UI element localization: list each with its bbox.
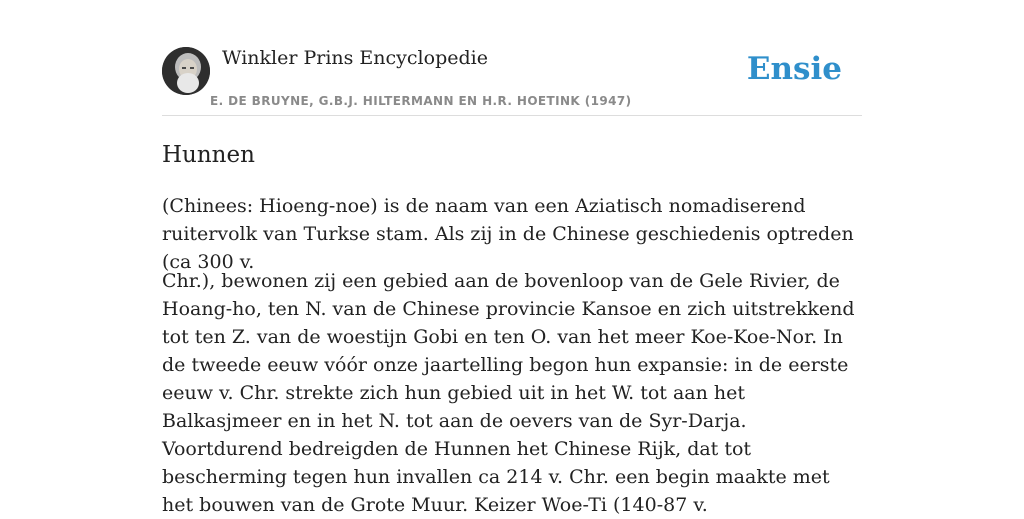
author-portrait-icon[interactable] [162, 47, 210, 95]
source-title[interactable]: Winkler Prins Encyclopedie [222, 47, 488, 69]
article-paragraph: (Chinees: Hioeng-noe) is de naam van een Aziatisch nomadiserend ruitervolk van Turkse stam. Als zij in de Chinese geschiedenis optreden (ca 300 v. [162, 195, 854, 273]
brand-logo[interactable]: Ensie [746, 51, 842, 87]
source-authors: E. DE BRUYNE, G.B.J. HILTERMANN EN H.R. HOETINK (1947) [210, 94, 632, 108]
article-title: Hunnen [162, 142, 255, 168]
page-header [162, 0, 862, 116]
article-paragraph: Chr.), bewonen zij een gebied aan de bovenloop van de Gele Rivier, de Hoang-ho, ten N. van de Chinese provincie Kansoe en zich uitstrekkend tot ten Z. van de woestijn Gobi en ten O. van het meer Koe-Koe-Nor. In de tweede eeuw vóór onze jaartelling begon hun expansie: in de eerste eeuw v. Chr. strekte zich hun gebied uit in het W. tot aan het Balkasjmeer en in het N. tot aan de oevers van de Syr-Darja. Voortdurend bedreigden de Hunnen het Chinese Rijk, dat tot bescherming tegen hun invallen ca 214 v. Chr. een begin maakte met het bouwen van de Grote Muur. Keizer Woe-Ti (140-87 v. [162, 270, 855, 516]
